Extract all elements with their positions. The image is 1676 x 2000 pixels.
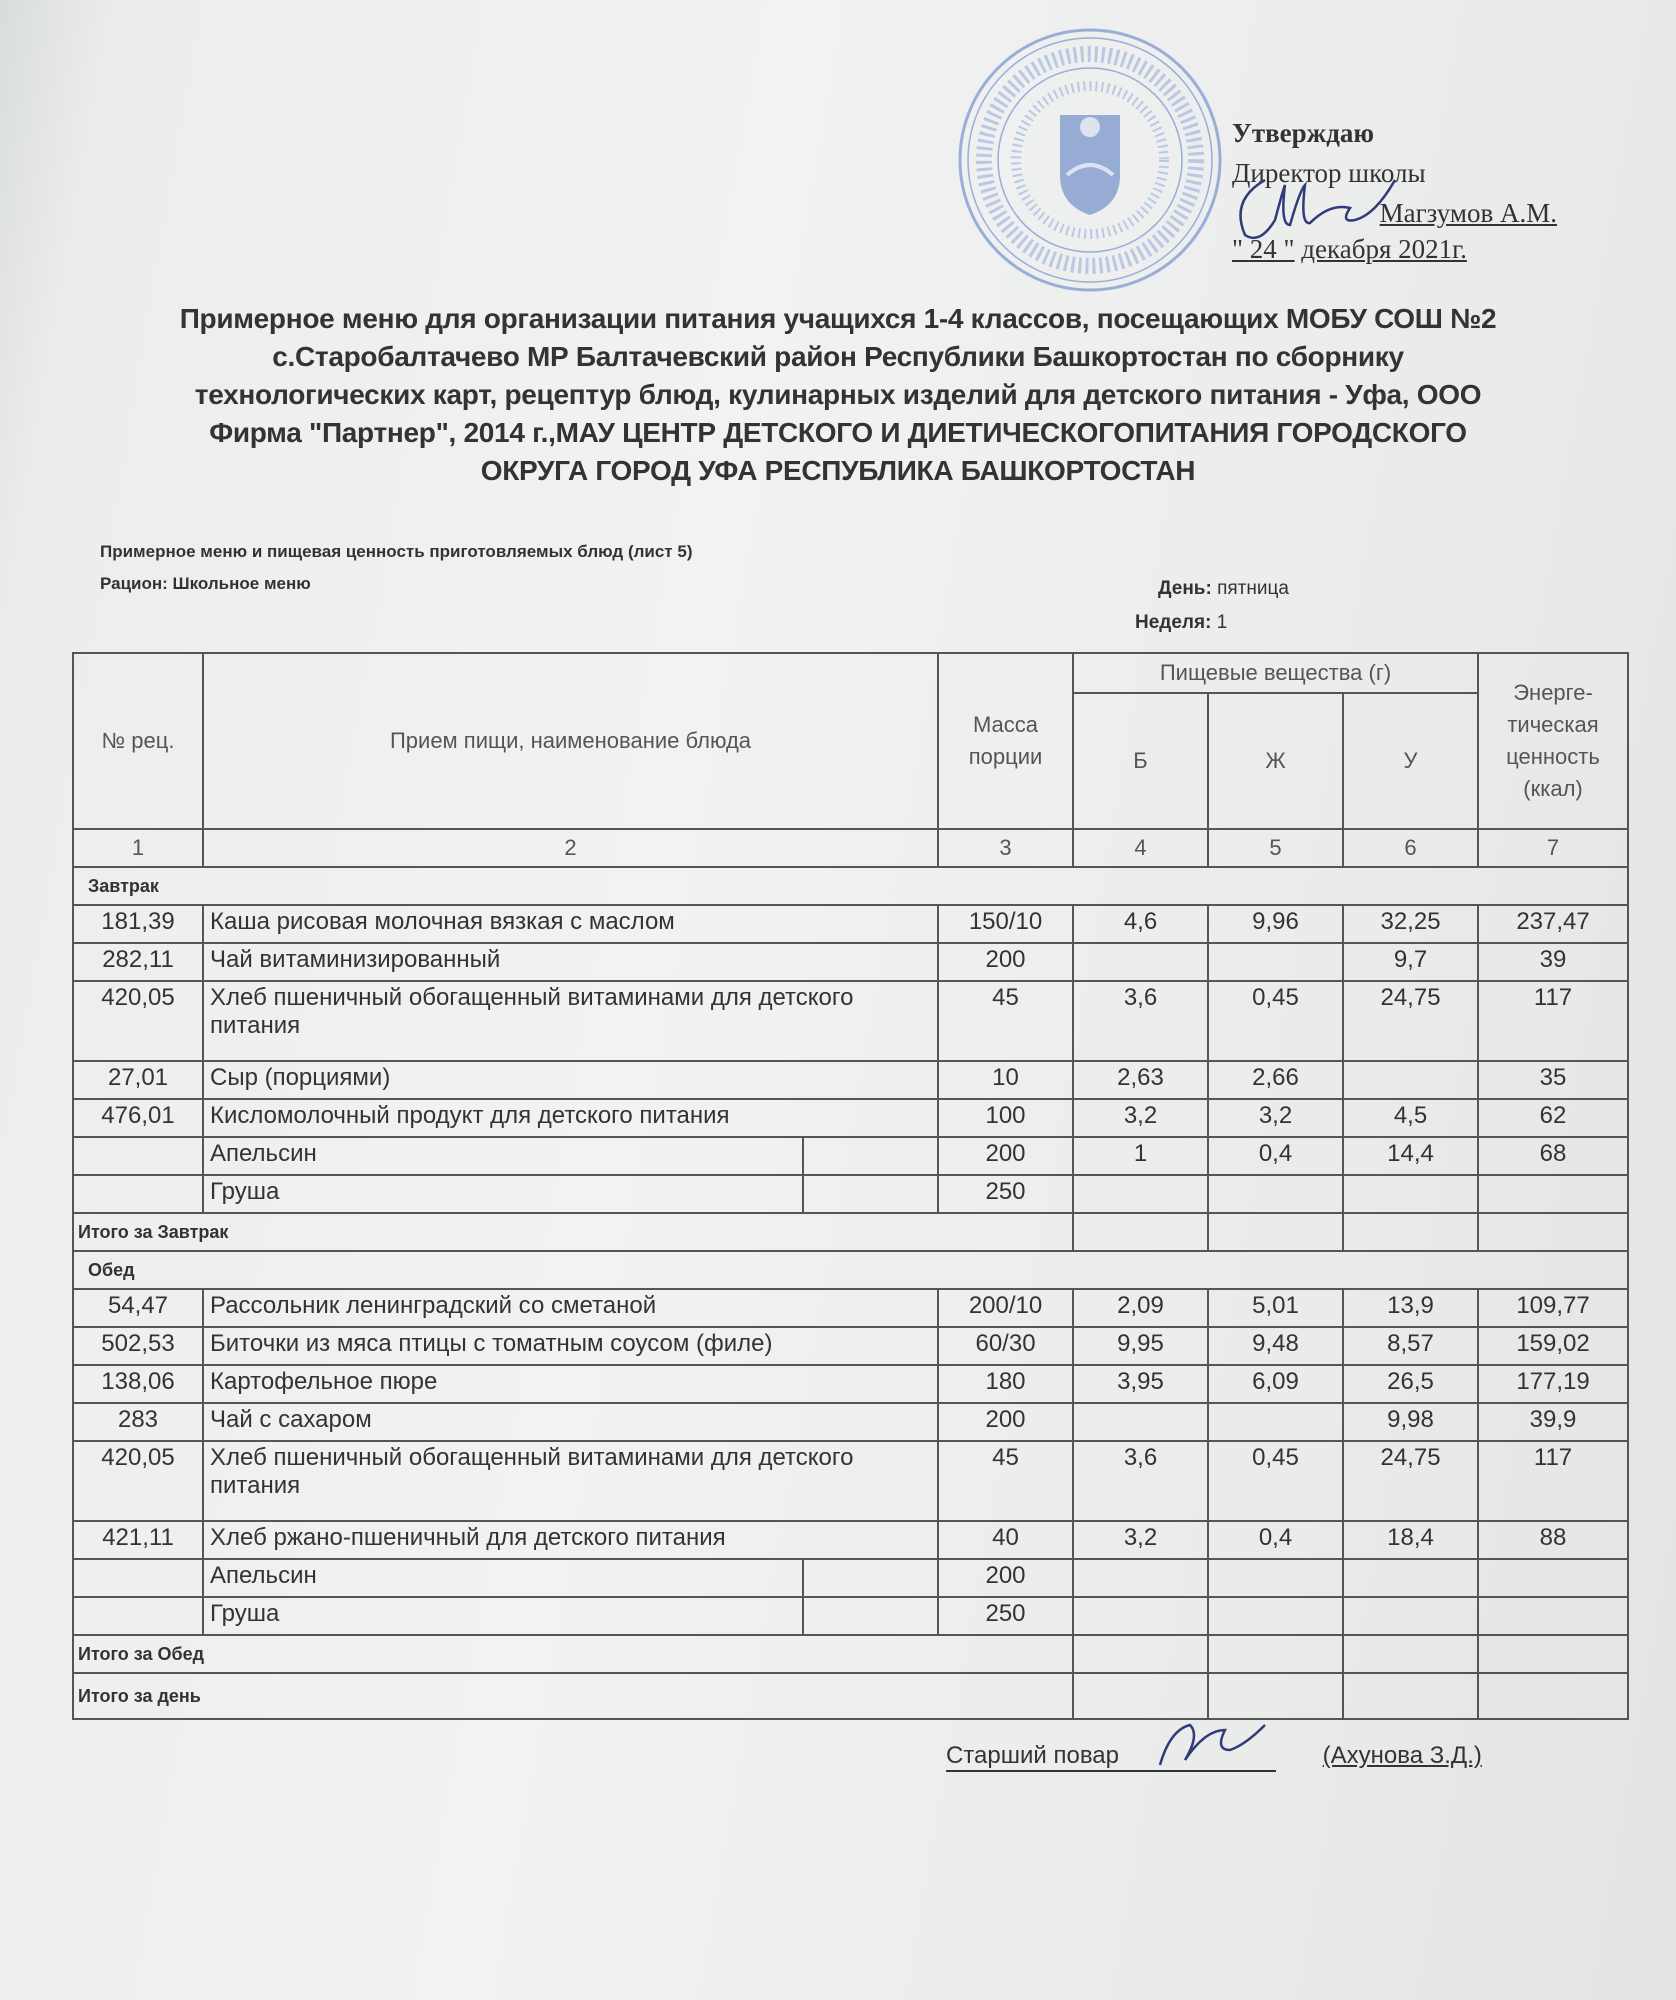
cook-role: Старший повар <box>946 1742 1276 1772</box>
fat-value: 0,4 <box>1208 1521 1343 1559</box>
energy-value: 117 <box>1478 1441 1628 1521</box>
fat-value: 0,45 <box>1208 1441 1343 1521</box>
document-title <box>18 300 1658 490</box>
day-value: пятница <box>1217 578 1289 599</box>
column-number: 1 <box>73 829 203 867</box>
school-stamp <box>955 25 1225 295</box>
section-title: Завтрак <box>73 867 1628 905</box>
portion-mass: 200 <box>938 943 1073 981</box>
table-row <box>73 1521 1628 1559</box>
energy-value: 88 <box>1478 1521 1628 1559</box>
approval-date-month-year: декабря 2021г. <box>1301 234 1467 264</box>
header-protein: Б <box>1073 693 1208 829</box>
menu-table <box>72 652 1629 1720</box>
table-row <box>73 1403 1628 1441</box>
energy-value: 109,77 <box>1478 1289 1628 1327</box>
menu-subtitle: Примерное меню и пищевая ценность приготовляемых блюд (лист 5) <box>100 542 693 561</box>
recipe-number: 283 <box>73 1403 203 1441</box>
fat-value: 5,01 <box>1208 1289 1343 1327</box>
fat-value: 2,66 <box>1208 1061 1343 1099</box>
table-row <box>73 1365 1628 1403</box>
title-line: Фирма "Партнер", 2014 г.,МАУ ЦЕНТР ДЕТСКОГО И ДИЕТИЧЕСКОГОПИТАНИЯ ГОРОДСКОГО <box>209 417 1467 448</box>
approval-heading: Утверждаю <box>1232 118 1375 148</box>
portion-mass: 200 <box>938 1559 1073 1597</box>
cook-signature <box>1150 1715 1270 1775</box>
recipe-number: 476,01 <box>73 1099 203 1137</box>
fat-value <box>1208 1559 1343 1597</box>
dish-name: Рассольник ленинградский со сметаной <box>203 1289 938 1327</box>
energy-value: 177,19 <box>1478 1365 1628 1403</box>
carbs-value: 9,7 <box>1343 943 1478 981</box>
recipe-number: 420,05 <box>73 981 203 1061</box>
table-row <box>73 1289 1628 1327</box>
recipe-number: 27,01 <box>73 1061 203 1099</box>
recipe-number: 421,11 <box>73 1521 203 1559</box>
section-header-row <box>73 867 1628 905</box>
dish-name: Апельсин <box>203 1559 803 1597</box>
carbs-value: 24,75 <box>1343 1441 1478 1521</box>
energy-value <box>1478 1597 1628 1635</box>
fat-total <box>1208 1213 1343 1251</box>
title-line: технологических карт, рецептур блюд, кулинарных изделий для детского питания - Уфа, ООО <box>194 379 1482 410</box>
carbs-value: 4,5 <box>1343 1099 1478 1137</box>
table-row <box>73 1559 1628 1597</box>
dish-name-extra <box>803 1175 938 1213</box>
carbs-value: 9,98 <box>1343 1403 1478 1441</box>
protein-value: 4,6 <box>1073 905 1208 943</box>
dish-name: Чай с сахаром <box>203 1403 938 1441</box>
header-energy: Энерге-тическая ценность (ккал) <box>1478 653 1628 829</box>
protein-value <box>1073 943 1208 981</box>
protein-value <box>1073 1403 1208 1441</box>
carbs-value: 26,5 <box>1343 1365 1478 1403</box>
protein-value: 3,2 <box>1073 1521 1208 1559</box>
dish-name: Биточки из мяса птицы с томатным соусом (филе) <box>203 1327 938 1365</box>
protein-value: 3,95 <box>1073 1365 1208 1403</box>
protein-value: 2,63 <box>1073 1061 1208 1099</box>
portion-mass: 180 <box>938 1365 1073 1403</box>
recipe-number: 282,11 <box>73 943 203 981</box>
recipe-number: 420,05 <box>73 1441 203 1521</box>
fat-value <box>1208 1403 1343 1441</box>
portion-mass: 150/10 <box>938 905 1073 943</box>
column-number: 3 <box>938 829 1073 867</box>
header-nutrients: Пищевые вещества (г) <box>1073 653 1478 693</box>
title-line: ОКРУГА ГОРОД УФА РЕСПУБЛИКА БАШКОРТОСТАН <box>480 455 1196 486</box>
portion-mass: 10 <box>938 1061 1073 1099</box>
recipe-number: 502,53 <box>73 1327 203 1365</box>
carbs-value: 14,4 <box>1343 1137 1478 1175</box>
carbs-value: 24,75 <box>1343 981 1478 1061</box>
header-fat: Ж <box>1208 693 1343 829</box>
fat-value: 3,2 <box>1208 1099 1343 1137</box>
energy-value: 117 <box>1478 981 1628 1061</box>
day-label: День: <box>1158 578 1212 599</box>
energy-day-total <box>1478 1673 1628 1719</box>
column-number: 6 <box>1343 829 1478 867</box>
dish-name: Картофельное пюре <box>203 1365 938 1403</box>
table-row <box>73 1099 1628 1137</box>
table-row <box>73 1597 1628 1635</box>
portion-mass: 250 <box>938 1175 1073 1213</box>
energy-value: 35 <box>1478 1061 1628 1099</box>
approval-position: Директор школы <box>1232 158 1426 188</box>
table-row <box>73 905 1628 943</box>
header-carbs: У <box>1343 693 1478 829</box>
table-row <box>73 1441 1628 1521</box>
header-portion-mass: Масса порции <box>938 653 1073 829</box>
dish-name: Апельсин <box>203 1137 803 1175</box>
ration-info <box>100 574 311 594</box>
protein-value <box>1073 1175 1208 1213</box>
dish-name: Хлеб пшеничный обогащенный витаминами для детского питания <box>203 1441 938 1521</box>
approval-date-day: " 24 " <box>1232 234 1295 264</box>
fat-value: 0,4 <box>1208 1137 1343 1175</box>
header-dish-name: Прием пищи, наименование блюда <box>203 653 938 829</box>
week-label: Неделя: <box>1135 612 1212 633</box>
recipe-number: 138,06 <box>73 1365 203 1403</box>
table-row <box>73 981 1628 1061</box>
ration-label: Рацион: <box>100 574 168 593</box>
week-value: 1 <box>1216 612 1228 633</box>
header-recipe-number: № рец. <box>73 653 203 829</box>
recipe-number: 181,39 <box>73 905 203 943</box>
energy-value <box>1478 1559 1628 1597</box>
column-number: 7 <box>1478 829 1628 867</box>
dish-name: Кисломолочный продукт для детского питания <box>203 1099 938 1137</box>
energy-value: 39 <box>1478 943 1628 981</box>
section-header-row <box>73 1251 1628 1289</box>
carbs-value <box>1343 1597 1478 1635</box>
column-number: 2 <box>203 829 938 867</box>
fat-value: 6,09 <box>1208 1365 1343 1403</box>
title-line: Примерное меню для организации питания учащихся 1-4 классов, посещающих МОБУ СОШ №2 <box>179 303 1497 334</box>
section-total-row <box>73 1635 1628 1673</box>
energy-value: 62 <box>1478 1099 1628 1137</box>
dish-name-extra <box>803 1559 938 1597</box>
energy-value: 237,47 <box>1478 905 1628 943</box>
energy-total <box>1478 1635 1628 1673</box>
dish-name-extra <box>803 1597 938 1635</box>
carbs-value <box>1343 1559 1478 1597</box>
cook-name: (Ахунова З.Д.) <box>1322 1742 1482 1769</box>
ration-value: Школьное меню <box>172 574 311 593</box>
carbs-value: 18,4 <box>1343 1521 1478 1559</box>
carbs-total <box>1343 1213 1478 1251</box>
dish-name-extra <box>803 1137 938 1175</box>
dish-name: Хлеб пшеничный обогащенный витаминами для детского питания <box>203 981 938 1061</box>
dish-name: Сыр (порциями) <box>203 1061 938 1099</box>
portion-mass: 45 <box>938 981 1073 1061</box>
protein-value: 3,2 <box>1073 1099 1208 1137</box>
protein-value: 1 <box>1073 1137 1208 1175</box>
table-row <box>73 1061 1628 1099</box>
carbs-value <box>1343 1175 1478 1213</box>
dish-name: Хлеб ржано-пшеничный для детского питания <box>203 1521 938 1559</box>
portion-mass: 100 <box>938 1099 1073 1137</box>
portion-mass: 200 <box>938 1403 1073 1441</box>
protein-day-total <box>1073 1673 1208 1719</box>
fat-value <box>1208 943 1343 981</box>
day-total-row <box>73 1673 1628 1719</box>
fat-value: 0,45 <box>1208 981 1343 1061</box>
recipe-number <box>73 1559 203 1597</box>
dish-name: Чай витаминизированный <box>203 943 938 981</box>
dish-name: Груша <box>203 1175 803 1213</box>
protein-total <box>1073 1635 1208 1673</box>
recipe-number <box>73 1597 203 1635</box>
energy-value: 39,9 <box>1478 1403 1628 1441</box>
protein-value: 3,6 <box>1073 1441 1208 1521</box>
protein-value <box>1073 1559 1208 1597</box>
director-signature <box>1225 170 1395 245</box>
dish-name: Каша рисовая молочная вязкая с маслом <box>203 905 938 943</box>
protein-value: 2,09 <box>1073 1289 1208 1327</box>
fat-day-total <box>1208 1673 1343 1719</box>
energy-total <box>1478 1213 1628 1251</box>
carbs-total <box>1343 1635 1478 1673</box>
section-title: Обед <box>73 1251 1628 1289</box>
column-number: 4 <box>1073 829 1208 867</box>
protein-value: 3,6 <box>1073 981 1208 1061</box>
recipe-number <box>73 1137 203 1175</box>
fat-value <box>1208 1175 1343 1213</box>
day-total-label: Итого за день <box>73 1673 1073 1719</box>
portion-mass: 45 <box>938 1441 1073 1521</box>
carbs-value: 13,9 <box>1343 1289 1478 1327</box>
fat-value: 9,96 <box>1208 905 1343 943</box>
recipe-number: 54,47 <box>73 1289 203 1327</box>
table-row <box>73 1327 1628 1365</box>
carbs-value: 8,57 <box>1343 1327 1478 1365</box>
table-row <box>73 1137 1628 1175</box>
carbs-value: 32,25 <box>1343 905 1478 943</box>
section-total-label: Итого за Обед <box>73 1635 1073 1673</box>
portion-mass: 200/10 <box>938 1289 1073 1327</box>
approval-director-name: Магзумов А.М. <box>1379 198 1557 228</box>
energy-value: 68 <box>1478 1137 1628 1175</box>
portion-mass: 40 <box>938 1521 1073 1559</box>
portion-mass: 60/30 <box>938 1327 1073 1365</box>
column-number: 5 <box>1208 829 1343 867</box>
carbs-day-total <box>1343 1673 1478 1719</box>
protein-value: 9,95 <box>1073 1327 1208 1365</box>
section-total-label: Итого за Завтрак <box>73 1213 1073 1251</box>
day-info <box>1158 578 1289 600</box>
portion-mass: 200 <box>938 1137 1073 1175</box>
protein-value <box>1073 1597 1208 1635</box>
fat-total <box>1208 1635 1343 1673</box>
portion-mass: 250 <box>938 1597 1073 1635</box>
carbs-value <box>1343 1061 1478 1099</box>
title-line: с.Старобалтачево МР Балтачевский район Республики Башкортостан по сборнику <box>272 341 1404 372</box>
table-row <box>73 1175 1628 1213</box>
energy-value <box>1478 1175 1628 1213</box>
week-info <box>1135 612 1227 634</box>
energy-value: 159,02 <box>1478 1327 1628 1365</box>
recipe-number <box>73 1175 203 1213</box>
fat-value: 9,48 <box>1208 1327 1343 1365</box>
table-row <box>73 943 1628 981</box>
fat-value <box>1208 1597 1343 1635</box>
protein-total <box>1073 1213 1208 1251</box>
dish-name: Груша <box>203 1597 803 1635</box>
section-total-row <box>73 1213 1628 1251</box>
